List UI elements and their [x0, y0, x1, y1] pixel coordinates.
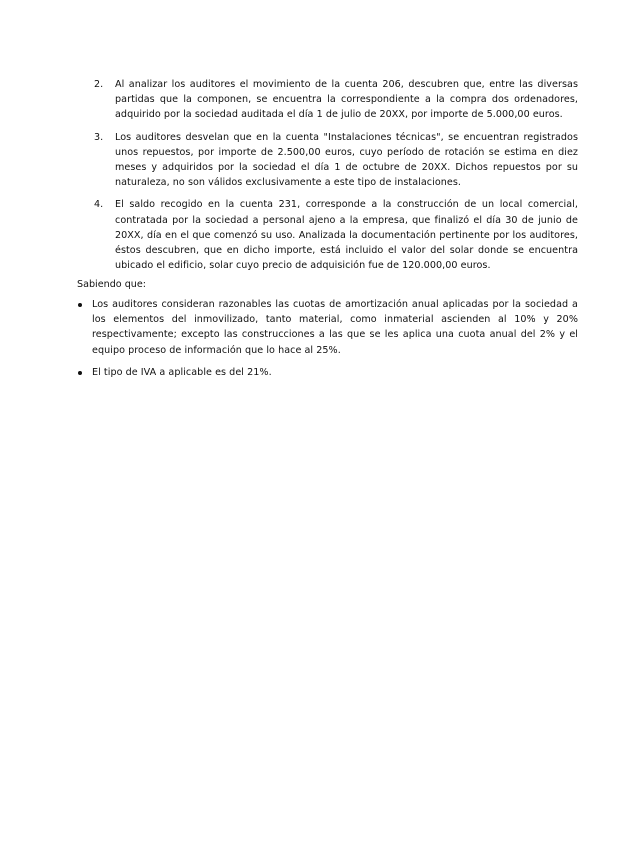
bullet-text: El tipo de IVA a aplicable es del 21%.: [92, 366, 272, 378]
bullet-list: [77, 297, 578, 387]
item-number: 2.: [94, 79, 104, 90]
item-number: 4.: [94, 199, 104, 211]
item-text: Al analizar los auditores el movimiento de la cuenta 206, descubren que, entre las diversas partidas que la componen, se encuentra la correspondiente a la compra dos ordenadores, adquirido por la sociedad auditada el día 1 de julio de 20XX, por importe de 5.000,00 euros.: [115, 79, 578, 121]
numbered-list: [94, 77, 578, 280]
item-text: El saldo recogido en la cuenta 231, corresponde a la construcción de un local comercial, contratada por la sociedad a personal ajeno a la empresa, que finalizó el día 30 de junio de 20XX, día en el que comenzó su uso. Analizada la documentación pertinente por los auditores, éstos descubren, que en dicho importe, está incluido el valor del solar donde se encuentra ubicado el edificio, solar cuyo precio de adquisición fue de 120.000,00 euros.: [115, 199, 578, 272]
bullet-item-iva: [77, 365, 578, 380]
bullet-text: Los auditores consideran razonables las cuotas de amortización anual aplicadas por la sociedad a los elementos del inmovilizado, tanto material, como inmaterial ascienden al 10% y 20% respectivamente; excepto las construcciones a las que se les aplica una cuota anual del 2% y el equipo proceso de información que lo hace al 25%.: [92, 299, 578, 356]
item-number: 3.: [94, 131, 104, 143]
numbered-item-3: [94, 130, 578, 191]
numbered-item-4: [94, 197, 578, 273]
item-text: Los auditores desvelan que en la cuenta "Instalaciones técnicas", se encuentran registrados unos repuestos, por importe de 2.500,00 euros, cuyo período de rotación se estima en diez meses y adquiridos por la sociedad el día 1 de octubre de 20XX. Dichos repuestos por su naturaleza, no son válidos exclusivamente a este tipo de instalaciones.: [115, 131, 578, 189]
bullet-icon: [78, 371, 82, 375]
numbered-item-2: [94, 77, 578, 123]
intro-text: Sabiendo que:: [77, 279, 147, 290]
bullet-item-amortization: [77, 297, 578, 358]
bullet-icon: [78, 303, 82, 307]
